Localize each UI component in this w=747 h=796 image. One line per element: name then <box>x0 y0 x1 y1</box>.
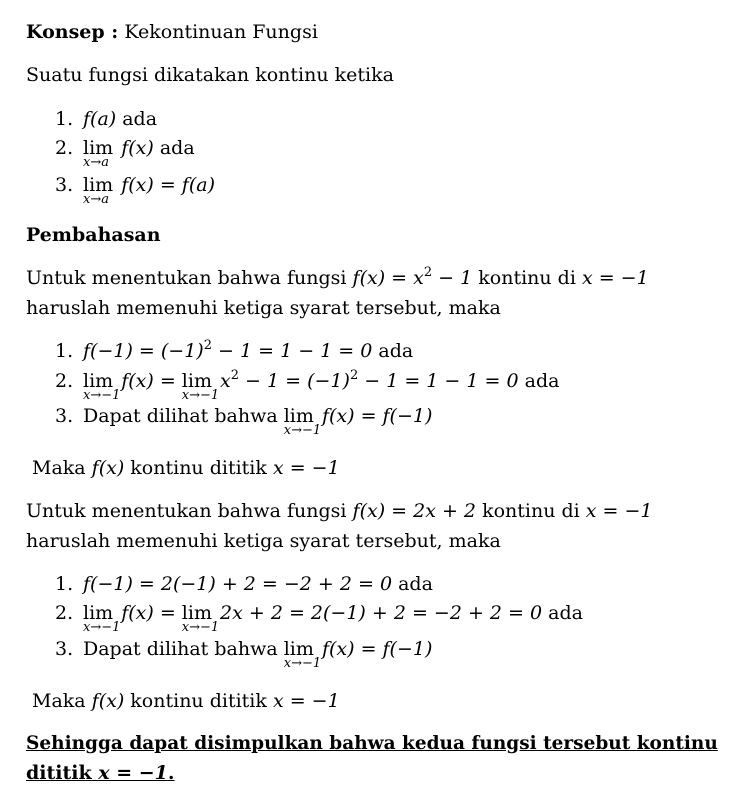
part2-step-1: 1. f(−1) = 2(−1) + 2 = −2 + 2 = 0 ada <box>55 573 433 595</box>
part2-intro: Untuk menentukan bahwa fungsi f(x) = 2x + 2 kontinu di x = −1 <box>26 500 653 522</box>
part1-haruslah: haruslah memenuhi ketiga syarat tersebut, maka <box>26 297 501 319</box>
lim-operator: lim x→−1 <box>83 370 121 403</box>
lim-operator: lim x→a <box>83 174 114 207</box>
conclusion-line-2: dititik x = −1. <box>26 762 175 784</box>
part1-step-2: 2. lim x→−1 f(x) = lim x→−1 $x^2 - 1 = (-1)^2 - 1 = 1 - 1 = 0$ ada <box>55 368 560 403</box>
lim-operator: lim x→a <box>83 137 114 170</box>
lim-operator: lim x→−1 <box>181 370 220 403</box>
part1-step-1: 1. $f(-1) = (-1)^2 - 1 = 1 - 1 = 0$ ada <box>55 338 414 362</box>
condition-1: 1. f(a) ada <box>55 108 158 130</box>
part1-intro: Untuk menentukan bahwa fungsi $f(x) = x^2 - 1$ kontinu di x = −1 <box>26 265 649 289</box>
part2-maka: Maka f(x) kontinu dititik x = −1 <box>32 690 340 712</box>
condition-3: 3. lim x→a f(x) = f(a) <box>55 174 215 207</box>
part2-step-2: 2. lim x→−1 f(x) = lim x→−1 2x + 2 = 2(−1) + 2 = −2 + 2 = 0 ada <box>55 602 583 635</box>
concept-title: Kekontinuan Fungsi <box>124 21 318 43</box>
concept-label: Konsep : <box>26 21 119 43</box>
conclusion-line-1: Sehingga dapat disimpulkan bahwa kedua fungsi tersebut kontinu <box>26 733 718 754</box>
concept-heading <box>26 20 318 44</box>
lim-operator: lim x→−1 <box>181 602 220 635</box>
part1-maka: Maka f(x) kontinu dititik x = −1 <box>32 457 340 479</box>
part2-step-3: 3. Dapat dilihat bahwa lim x→−1 f(x) = f(−1) <box>55 638 433 671</box>
lim-operator: lim x→−1 <box>83 602 121 635</box>
part1-step-3: 3. Dapat dilihat bahwa lim x→−1 f(x) = f(−1) <box>55 405 433 438</box>
lim-operator: lim x→−1 <box>283 405 322 438</box>
condition-2: 2. lim x→a f(x) ada <box>55 137 195 170</box>
lim-operator: lim x→−1 <box>283 638 322 671</box>
part2-haruslah: haruslah memenuhi ketiga syarat tersebut, maka <box>26 530 501 552</box>
pembahasan-heading: Pembahasan <box>26 224 161 246</box>
intro-text: Suatu fungsi dikatakan kontinu ketika <box>26 64 394 86</box>
